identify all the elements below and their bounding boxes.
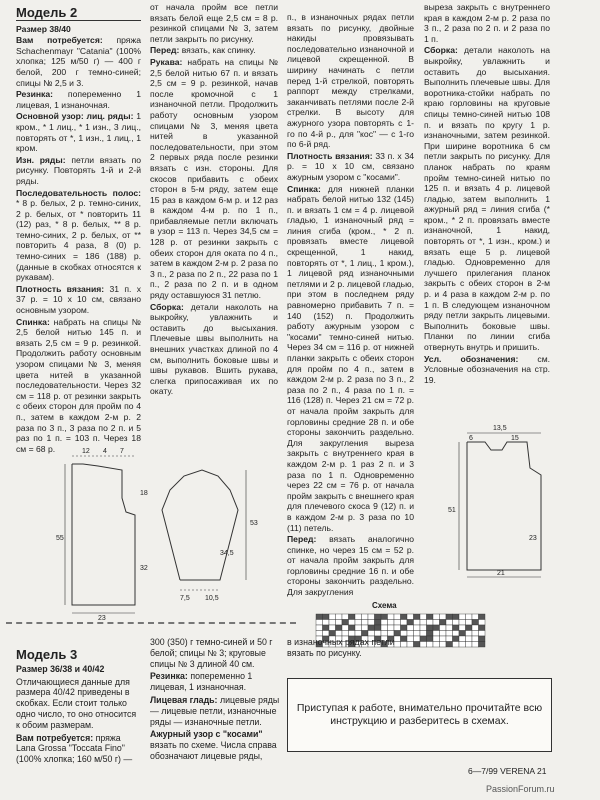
sequence-text: * 8 р. белых, 2 р. темно-синих, 2 р. белых, от * повторить 11 (12) раз, * 8 р. белых, ** 8 р. темно-синих, 2 р. белых, от ** повторить 4 раза, 8 (0) р. темно-синих = 186 (188) р. (данные в скобках относятся к рукавам). xyxy=(16,198,141,283)
chart-cell xyxy=(453,620,460,626)
column-model-3-instructions xyxy=(287,12,415,598)
chart-cell xyxy=(459,614,466,620)
chart-cell xyxy=(329,614,336,620)
chart-cell xyxy=(446,642,453,648)
sleeve-pattern-outline xyxy=(162,470,238,580)
back-label: Спинка: xyxy=(16,316,50,327)
chart-cell xyxy=(479,636,486,642)
chart-cell xyxy=(433,636,440,642)
dim-label-4: 4 xyxy=(103,448,107,455)
chart-cell xyxy=(368,631,375,637)
chart-cell xyxy=(446,636,453,642)
chart-cell xyxy=(368,620,375,626)
chart-cell xyxy=(368,614,375,620)
purl-rows-label: Изн. ряды: xyxy=(16,154,66,165)
purl-rows-text: петли вязать по рисунку. Повторять 1-й и 2-й ряды. xyxy=(16,154,142,186)
model-3-needed-text: пряжа Lana Grossa "Toccata Fino" (100% хлопка; 160 м/50 г) — xyxy=(16,732,133,765)
vest-pattern-diagram xyxy=(445,420,555,580)
dim-label-15: 15 xyxy=(511,435,519,442)
chart-cell xyxy=(453,614,460,620)
chart-cell xyxy=(414,625,421,631)
back-label-3: Спинка: xyxy=(287,183,321,194)
chart-cell xyxy=(433,620,440,626)
front-label-3: Перед: xyxy=(287,534,317,545)
chart-cell xyxy=(459,636,466,642)
chart-cell xyxy=(388,631,395,637)
chart-cell xyxy=(440,614,447,620)
column2-intro: от начала пройм все петли вязать белой еще 2,5 см = 8 р. резинкой спицами № 3, затем петли закрыть по рисунку. xyxy=(150,2,278,44)
chart-cell xyxy=(427,636,434,642)
chart-cell xyxy=(433,631,440,637)
density-text: 31 п. x 37 р. = 10 x 10 см, связано основным узором. xyxy=(16,283,141,316)
chart-cell xyxy=(381,631,388,637)
chart-cell xyxy=(472,614,479,620)
chart-cell xyxy=(472,631,479,637)
dim-label-23b: 23 xyxy=(529,535,537,542)
chart-cell xyxy=(342,614,349,620)
body-pattern-outline xyxy=(72,464,135,605)
chart-cell xyxy=(362,614,369,620)
chart-cell xyxy=(427,614,434,620)
chart-cell xyxy=(401,614,408,620)
model-3-stockinette-label: Лицевая гладь: xyxy=(150,694,218,705)
schema-title: Схема xyxy=(372,601,397,610)
chart-cell xyxy=(336,614,343,620)
chart-cell xyxy=(472,636,479,642)
chart-cell xyxy=(459,631,466,637)
model-3-intro-text: Отличающиеся данные для размера 40/42 приведены в скобках. Если стоит только одно число, то оно относится к обоим размерам. xyxy=(16,676,137,730)
chart-cell xyxy=(368,625,375,631)
chart-cell xyxy=(342,631,349,637)
sequence-label: Последовательность полос: xyxy=(16,187,141,198)
ribbing-label: Резинка: xyxy=(16,89,53,100)
chart-cell xyxy=(316,614,323,620)
chart-cell xyxy=(375,620,382,626)
back-text: набрать на спицы № 2,5 белой нитью 145 п. и вязать 2,5 см = 9 р. резинкой. Продолжить работу основным узором спицами № 3, меняя цвета нитей в указанной последовательности. Через 32 см = 118 р. от резинки закрыть с обеих сторон для пройм по 4 п., затем в каждом 2-м р. 2 раза по 3 п., 3 раза по 2 п. и 5 раз по 1 п. = 103 п. Через 18 см = 68 р. xyxy=(16,316,141,454)
chart-cell xyxy=(381,614,388,620)
dim-label-21: 21 xyxy=(497,570,505,577)
column3-intro: п., в изнаночных рядах петли вязать по рисунку, двойные накиды провязывать последовательно изнаночной и лицевой скрещенной. В ширину начинать с петли перед 1-й стрелкой, повторять раппорт между стрелками, заканчивать петлями после 2-й стрелки. В высоту для ажурного узора повторять с 1-го по 4-й р., для "кос" — с 1-го по 6-й ряд. xyxy=(287,12,414,150)
chart-cell xyxy=(323,620,330,626)
instruction-notice-box xyxy=(287,678,552,752)
chart-cell xyxy=(427,642,434,648)
chart-cell xyxy=(433,614,440,620)
chart-cell xyxy=(375,631,382,637)
back-text-3: для нижней планки набрать белой нитью 132 (145) п. и вязать 1 см = 4 р. лицевой гладью, 1 изнаночный ряд = линия сгиба (кром., * 2 п. провязать вместе лицевой скрещенной, 1 накид, повторять от *, 1 лиц., 1 кром.), 1 лицевой ряд изнаночными петлями и 2 р. лицевой гладью, при этом в последнем ряду равномерно прибавить 7 п. = 140 (152) п. Продолжить работу ажурным узором с "косами" темно-синей нитью. Через 34 см = 116 р. от нижней планки закрыть с обеих сторон для пройм по 4 п., затем в каждом 2-м р. 2 раза по 3 п., 2 раза по 2 п., 4 раза по 1 п. = 116 (128) п. Через 21 см = 72 р. от начала пройм закрыть для горловины средние 28 п. и обе стороны закончить раздельно. Для закругления выреза закрыть с внутреннего края в каждом 2-м р. 1 раз 2 п. и 3 раза по 1 п. Одновременно через 22 см = 76 р. от начала пройм закрыть с внешнего края для плечевого скоса 9 (12) п. и в каждом 2-м р. 3 раза по 10 (11) петель. xyxy=(287,183,414,533)
model-3-lace-label: Ажурный узор с "косами" xyxy=(150,729,263,740)
chart-cell xyxy=(349,625,356,631)
chart-cell xyxy=(466,625,473,631)
model-2-heading: Модель 2 xyxy=(16,8,141,21)
chart-cell xyxy=(466,620,473,626)
chart-cell xyxy=(420,631,427,637)
chart-cell xyxy=(329,625,336,631)
chart-cell xyxy=(362,620,369,626)
chart-cell xyxy=(355,620,362,626)
chart-cell xyxy=(394,614,401,620)
chart-cell xyxy=(440,625,447,631)
density-label-3: Плотность вязания: xyxy=(287,150,373,161)
chart-cell xyxy=(401,625,408,631)
chart-cell xyxy=(472,642,479,648)
dim-label-12: 12 xyxy=(82,448,90,455)
ribbing-text: попеременно 1 лицевая, 1 изнаночная. xyxy=(16,89,141,110)
dim-label-18: 18 xyxy=(140,490,148,497)
chart-cell xyxy=(420,620,427,626)
dim-label-53: 53 xyxy=(250,520,258,527)
chart-cell xyxy=(414,614,421,620)
chart-cell xyxy=(433,642,440,648)
assembly-text-4: детали наколоть на выкройку, увлажнить и оставить до высыхания. Выполнить плечевые швы. Для воротника-стойки набрать по краю горловины на круговые спицы темно-синей нитью 108 п. и вязать по кругу 1 р. изнаночными, затем резинкой. При ширине воротника 6 см петли закрыть по рисунку. Для планок набрать по краям пройм темно-синей нитью по 125 п. и вязать 4 р. лицевой гладью, затем выполнить 1 ажурный ряд = линия сгиба (* кром., * 2 п. провязать вместе изнаночной, 1 накид, повторять от *, 1 изн., кром.) и вязать еще 5 р. лицевой гладью. Одновременно для лучшего прилегания планок закрыть с обеих сторон в 2-м р. и 4 раза в каждом 2-м р. по 1 п. В следующем изнаночном ряду петли закрыть лицевыми. Выполнить боковые швы. Планки по линии сгиба отвернуть внутрь и пришить. xyxy=(424,45,550,352)
legend-label: Усл. обозначения: xyxy=(424,353,519,364)
chart-cell xyxy=(316,625,323,631)
chart-cell xyxy=(362,631,369,637)
model-3-size-label: Размер 36/38 и 40/42 xyxy=(16,663,105,674)
chart-cell xyxy=(388,620,395,626)
density-text-3: 33 п. x 34 р. = 10 x 10 см, связано ажурным узором с "косами". xyxy=(287,150,414,182)
chart-cell xyxy=(420,642,427,648)
chart-cell xyxy=(355,625,362,631)
assembly-label: Сборка: xyxy=(150,301,184,312)
chart-cell xyxy=(479,625,486,631)
model-3-continuation-text: в изнаночных рядах петли вязать по рисунку. xyxy=(287,637,395,658)
chart-cell xyxy=(407,620,414,626)
chart-cell xyxy=(427,620,434,626)
column-model-3-continued xyxy=(424,2,550,385)
chart-cell xyxy=(362,625,369,631)
chart-cell xyxy=(323,625,330,631)
chart-cell xyxy=(453,642,460,648)
chart-cell xyxy=(407,614,414,620)
chart-cell xyxy=(394,631,401,637)
chart-cell xyxy=(375,625,382,631)
dim-label-32: 32 xyxy=(140,565,148,572)
chart-cell xyxy=(329,620,336,626)
watermark: PassionForum.ru xyxy=(486,784,555,794)
dim-label-10-5: 10,5 xyxy=(205,595,219,602)
chart-cell xyxy=(433,625,440,631)
chart-cell xyxy=(446,620,453,626)
chart-cell xyxy=(466,614,473,620)
dim-label-23: 23 xyxy=(98,615,106,622)
model-3-ribbing-label: Резинка: xyxy=(150,671,188,682)
chart-cell xyxy=(349,631,356,637)
dim-label-6: 6 xyxy=(469,435,473,442)
dim-label-51: 51 xyxy=(448,507,456,514)
chart-cell xyxy=(388,614,395,620)
section-divider xyxy=(6,622,296,624)
chart-cell xyxy=(472,620,479,626)
chart-cell xyxy=(453,636,460,642)
model-3-needed-label: Вам потребуется: xyxy=(16,732,94,743)
chart-cell xyxy=(440,620,447,626)
chart-cell xyxy=(479,614,486,620)
chart-cell xyxy=(329,631,336,637)
needed-text: пряжа Schachenmayr "Catania" (100% хлопка; 125 м/50 г) — 400 г белой, 200 г темно-синей; спицы № 2,5 и 3. xyxy=(16,35,141,88)
chart-cell xyxy=(316,620,323,626)
size-label: Размер 38/40 xyxy=(16,23,71,34)
chart-cell xyxy=(414,642,421,648)
chart-cell xyxy=(394,620,401,626)
chart-cell xyxy=(479,631,486,637)
chart-cell xyxy=(453,631,460,637)
dim-label-13-5: 13,5 xyxy=(493,425,507,432)
chart-cell xyxy=(420,636,427,642)
chart-cell xyxy=(446,614,453,620)
sleeves-label: Рукава: xyxy=(150,56,183,67)
chart-cell xyxy=(323,631,330,637)
model-3-lace-text: вязать по схеме. Числа справа обозначают лицевые ряды, xyxy=(150,740,277,761)
front-label: Перед: xyxy=(150,45,180,56)
model-3-stockinette-text: лицевые ряды — лицевые петли, изнаночные ряды — изнаночные петли. xyxy=(150,694,280,727)
front-text-3: вязать аналогично спинке, но через 15 см = 52 р. от начала пройм закрыть для горловины средние 16 п. и обе стороны закончить раздельно. Для закругления xyxy=(287,534,415,598)
chart-cell xyxy=(394,625,401,631)
chart-cell xyxy=(459,642,466,648)
chart-cell xyxy=(440,631,447,637)
chart-cell xyxy=(381,625,388,631)
model-3-continuation xyxy=(287,637,414,667)
chart-cell xyxy=(427,625,434,631)
dim-label-55: 55 xyxy=(56,535,64,542)
chart-cell xyxy=(355,631,362,637)
chart-cell xyxy=(407,625,414,631)
sleeve-pattern-diagram xyxy=(150,450,290,620)
chart-cell xyxy=(466,642,473,648)
chart-cell xyxy=(336,631,343,637)
model-3-heading: Модель 3 xyxy=(16,647,78,662)
page-footer: 6—7/99 VERENA 21 xyxy=(468,766,547,776)
model-3-materials-column xyxy=(150,637,280,800)
instruction-notice-text: Приступая к работе, внимательно прочитайте всю инструкцию и разберитесь в схемах. xyxy=(296,702,543,727)
chart-cell xyxy=(446,625,453,631)
chart-cell xyxy=(381,620,388,626)
legend-text: см. Условные обозначения на стр. 19. xyxy=(424,353,550,385)
dim-label-34-5: 34,5 xyxy=(220,550,234,557)
density-label: Плотность вязания: xyxy=(16,283,105,294)
chart-cell xyxy=(336,625,343,631)
main-pattern-text: 1 кром., * 1 лиц., * 1 изн., 3 лиц., повторять от *, 1 изн., 1 лиц., 1 кром. xyxy=(16,111,141,154)
needed-label: Вам потребуется: xyxy=(16,35,103,46)
chart-cell xyxy=(420,614,427,620)
vest-pattern-outline xyxy=(467,442,541,570)
chart-cell xyxy=(472,625,479,631)
chart-cell xyxy=(466,636,473,642)
chart-cell xyxy=(336,620,343,626)
chart-cell xyxy=(414,636,421,642)
chart-cell xyxy=(446,631,453,637)
dim-label-7: 7 xyxy=(120,448,124,455)
model-3-yarn-text: 300 (350) г темно-синей и 50 г белой; спицы № 3; круговые спицы № 3 длиной 40 см. xyxy=(150,637,273,669)
chart-cell xyxy=(459,625,466,631)
chart-cell xyxy=(342,625,349,631)
column-model-2-middle xyxy=(150,2,278,422)
chart-cell xyxy=(375,614,382,620)
column4-intro: выреза закрыть с внутреннего края в каждом 2-м р. 2 раза по 3 п., 2 раза по 2 п. и 2 раза по 1 п. xyxy=(424,2,550,44)
front-text: вязать, как спинку. xyxy=(181,45,256,56)
chart-cell xyxy=(401,620,408,626)
chart-cell xyxy=(349,614,356,620)
dim-label-7-5: 7,5 xyxy=(180,595,190,602)
body-pattern-diagram xyxy=(20,420,170,620)
main-pattern-label: Основной узор: лиц. ряды: xyxy=(16,111,134,122)
chart-cell xyxy=(453,625,460,631)
chart-cell xyxy=(323,614,330,620)
chart-cell xyxy=(388,625,395,631)
chart-cell xyxy=(420,625,427,631)
chart-cell xyxy=(427,631,434,637)
assembly-label-4: Сборка: xyxy=(424,45,458,56)
chart-cell xyxy=(342,620,349,626)
chart-cell xyxy=(479,620,486,626)
chart-cell xyxy=(414,631,421,637)
chart-cell xyxy=(407,631,414,637)
model-3-ribbing-text: попеременно 1 лицевая, 1 изнаночная. xyxy=(150,671,253,693)
chart-cell xyxy=(440,636,447,642)
chart-cell xyxy=(479,642,486,648)
chart-cell xyxy=(355,614,362,620)
chart-cell xyxy=(349,620,356,626)
model-3-intro-column xyxy=(16,647,141,800)
chart-cell xyxy=(316,631,323,637)
chart-cell xyxy=(401,631,408,637)
assembly-text: детали наколоть на выкройку, увлажнить и оставить до высыхания. Плечевые швы выполнить на внешних участках длиной по 4 см, выполнить боковые швы и швы рукавов. Вшить рукава, слегка припосаживая их по окату. xyxy=(150,301,278,397)
chart-cell xyxy=(459,620,466,626)
sleeves-text: набрать на спицы № 2,5 белой нитью 67 п. и вязать 2,5 см = 9 р. резинкой, начав после кромочной с 1 изнаночной петли. Продолжить работу основным узором спицами № 3, меняя цвета нитей в указанной последовательности, при этом 2 первых ряда после резинки вязать с изн. стороны. Для скосов прибавить с обеих сторон в 5-м ряду, затем еще 15 раз в каждом 6-м р. и 12 раз в каждом 4-м р. по 1 п., прибавляемые петли включать в узор = 113 п. Через 34,5 см = 128 р. от резинки закрыть с обеих сторон для оката по 4 п., затем в каждом 2-м р. 2 раза по 3 п., 2 раза по 2 п., 22 раза по 1 п., 2 раза по 2 п. и в одном ряду оставшуюся 31 петлю. xyxy=(150,56,278,301)
chart-cell xyxy=(414,620,421,626)
chart-cell xyxy=(466,631,473,637)
chart-cell xyxy=(440,642,447,648)
